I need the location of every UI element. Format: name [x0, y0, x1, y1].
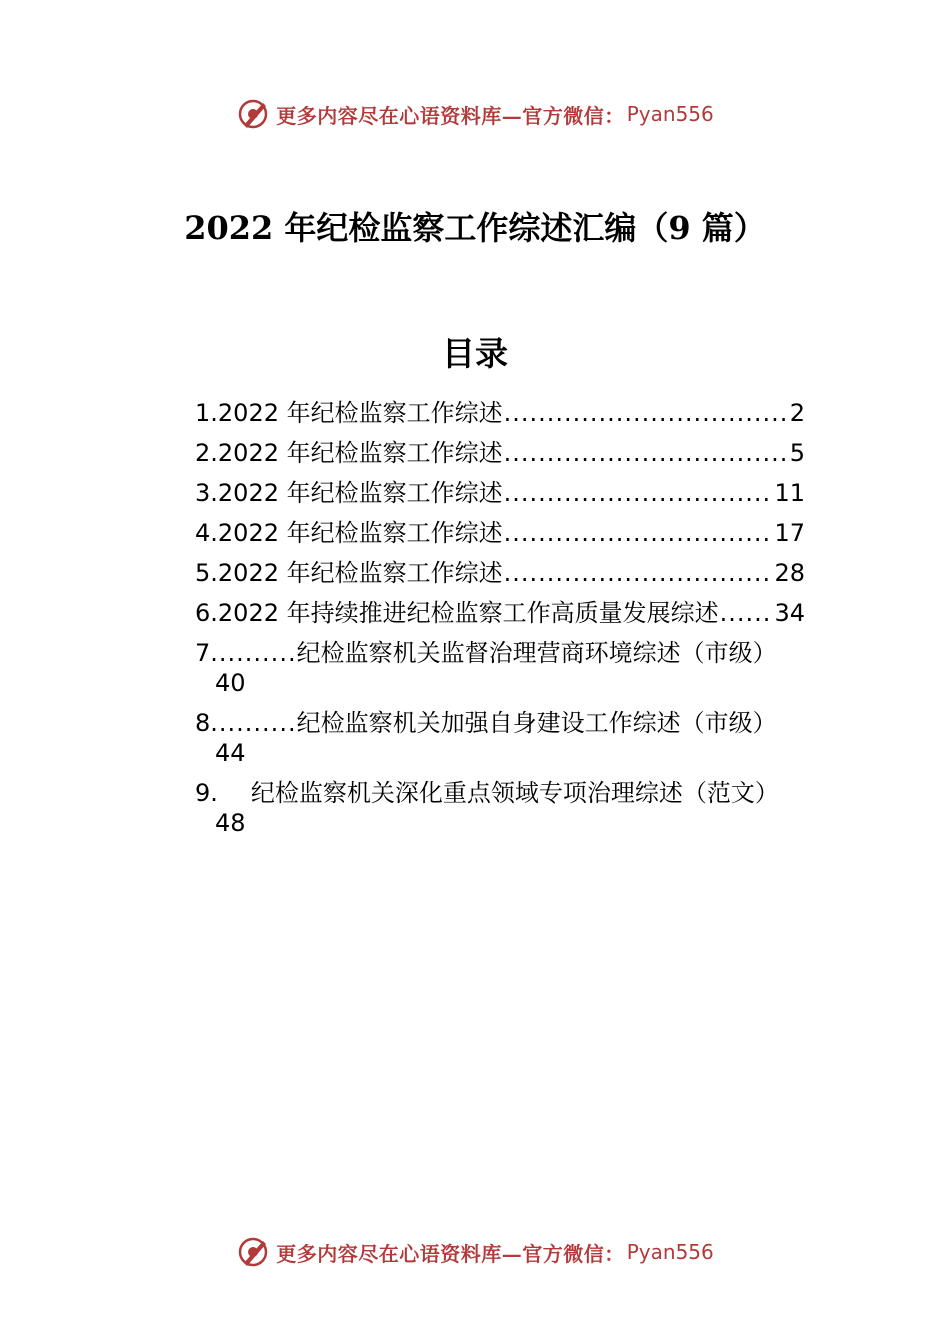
pen-logo-icon [236, 1235, 270, 1269]
toc-dot-leader [504, 518, 774, 548]
toc-dot-leader [720, 598, 774, 628]
toc-entry-3[interactable] [195, 478, 805, 508]
toc-entry-page: 48 [215, 809, 246, 837]
toc-entry-label: 纪检监察机关深化重点领域专项治理综述（范文） [250, 779, 779, 807]
toc-dot-leader: .......... [210, 709, 297, 737]
toc-entry-page: 28 [774, 559, 805, 587]
toc-entry-8[interactable] [195, 708, 805, 768]
toc-dot-leader [504, 438, 789, 468]
toc-entry-number: 9. [195, 779, 218, 807]
header-banner [0, 94, 950, 134]
toc-entry-label: 2.2022 年纪检监察工作综述 [195, 439, 503, 467]
footer-wechat-id: Pyan556 [626, 1240, 714, 1264]
toc-entry-page: 11 [774, 479, 805, 507]
toc-entry-page: 17 [774, 519, 805, 547]
toc-entry-4[interactable] [195, 518, 805, 548]
toc-entry-label: 5.2022 年纪检监察工作综述 [195, 559, 503, 587]
pen-logo-icon [236, 97, 270, 131]
toc-heading: 目录 [442, 334, 508, 373]
footer-banner [0, 1232, 950, 1272]
header-banner-text: 更多内容尽在心语资料库—官方微信： [276, 103, 625, 128]
toc-entry-label: 3.2022 年纪检监察工作综述 [195, 479, 503, 507]
toc-entry-number: 8 [195, 709, 211, 737]
toc-entry-label: 1.2022 年纪检监察工作综述 [195, 399, 503, 427]
table-of-contents [195, 398, 805, 848]
header-wechat-id: Pyan556 [626, 102, 714, 126]
toc-entry-page: 34 [774, 599, 805, 627]
toc-entry-page: 44 [215, 739, 246, 767]
toc-entry-page: 40 [215, 669, 246, 697]
toc-entry-page: 2 [789, 399, 805, 427]
footer-banner-text: 更多内容尽在心语资料库—官方微信： [276, 1241, 625, 1266]
toc-entry-5[interactable] [195, 558, 805, 588]
toc-entry-label: 6.2022 年持续推进纪检监察工作高质量发展综述 [195, 599, 719, 627]
toc-entry-label: 纪检监察机关加强自身建设工作综述（市级） [296, 709, 777, 737]
toc-dot-leader [504, 478, 774, 508]
toc-entry-2[interactable] [195, 438, 805, 468]
toc-entry-page: 5 [789, 439, 805, 467]
toc-entry-1[interactable] [195, 398, 805, 428]
toc-dot-leader: .......... [210, 639, 297, 667]
toc-entry-9[interactable] [195, 778, 805, 838]
toc-entry-label: 4.2022 年纪检监察工作综述 [195, 519, 503, 547]
toc-dot-leader [504, 558, 774, 588]
toc-entry-label: 纪检监察机关监督治理营商环境综述（市级） [296, 639, 777, 667]
toc-entry-number: 7 [195, 639, 211, 667]
toc-dot-leader [504, 398, 789, 428]
toc-entry-7[interactable] [195, 638, 805, 698]
document-title: 2022 年纪检监察工作综述汇编（9 篇） [184, 209, 766, 247]
toc-entry-6[interactable] [195, 598, 805, 628]
